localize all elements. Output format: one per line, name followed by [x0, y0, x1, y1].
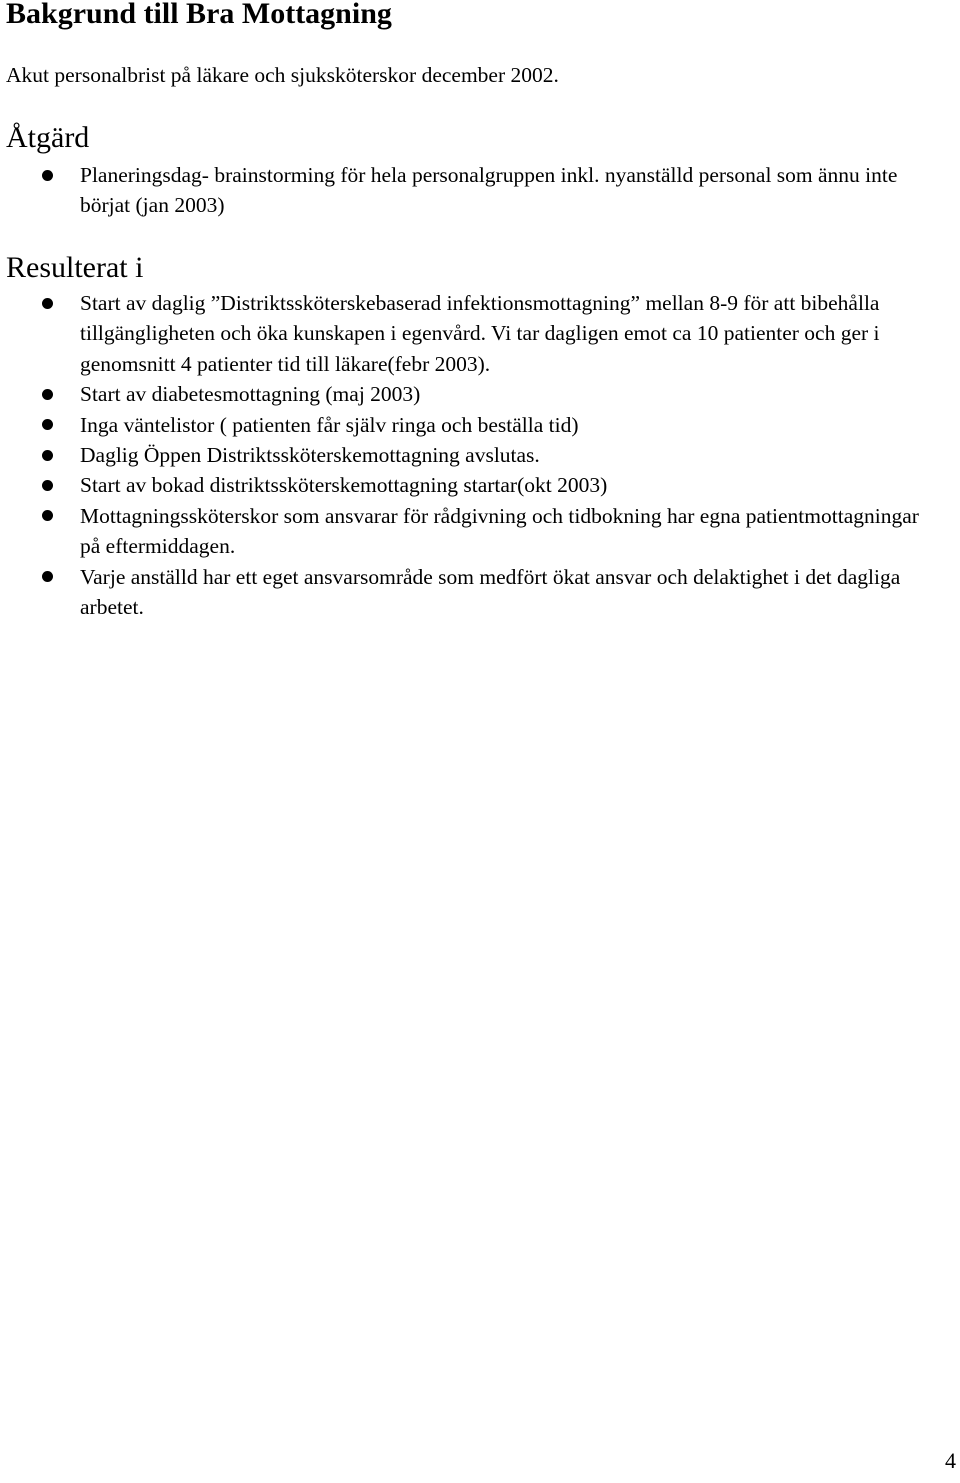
list-item-text: Planeringsdag- brainstorming för hela personalgruppen inkl. nyanställd personal som ännu inte börjat (jan 2003) — [80, 163, 898, 218]
list-item-text: Start av daglig ”Distriktssköterskebaserad infektionsmottagning” mellan 8-9 för att bibehålla tillgängligheten och öka kunskapen i egenvård. Vi tar dagligen emot ca 10 patienter och ger i genomsnitt 4 patienter tid till läkare(febr 2003). — [80, 291, 880, 376]
list-item — [0, 288, 960, 379]
page-title: Bakgrund till Bra Mottagning — [6, 0, 392, 30]
bullet-icon — [42, 298, 53, 309]
bullet-icon — [42, 510, 53, 521]
page-number: 4 — [945, 1448, 956, 1473]
bullet-icon — [42, 450, 53, 461]
bullet-icon — [42, 419, 53, 430]
list-item — [0, 410, 960, 440]
bullet-list-resultat — [0, 288, 960, 622]
list-item — [0, 562, 960, 623]
bullet-list-atgard — [0, 160, 960, 221]
list-item-text: Daglig Öppen Distriktssköterskemottagning avslutas. — [80, 443, 540, 468]
list-item-text: Varje anställd har ett eget ansvarsområde som medfört ökat ansvar och delaktighet i det dagliga arbetet. — [80, 564, 901, 620]
list-item — [0, 470, 960, 500]
list-item — [0, 501, 960, 562]
section-heading-atgard: Åtgärd — [6, 121, 90, 154]
bullet-icon — [42, 389, 53, 400]
list-item-text: Mottagningssköterskor som ansvarar för rådgivning och tidbokning har egna patientmottagningar på eftermiddagen. — [80, 503, 919, 559]
list-item-text: Start av diabetesmottagning (maj 2003) — [80, 382, 421, 407]
bullet-icon — [42, 170, 53, 181]
bullet-icon — [42, 480, 53, 491]
list-item — [0, 160, 960, 221]
list-item — [0, 379, 960, 409]
intro-text: Akut personalbrist på läkare och sjuksköterskor december 2002. — [6, 63, 559, 87]
bullet-icon — [42, 571, 53, 582]
list-item-text: Inga väntelistor ( patienten får själv ringa och beställa tid) — [80, 412, 579, 437]
list-item-text: Start av bokad distriktssköterskemottagning startar(okt 2003) — [80, 473, 608, 498]
section-heading-resultat: Resulterat i — [6, 251, 144, 284]
list-item — [0, 440, 960, 470]
